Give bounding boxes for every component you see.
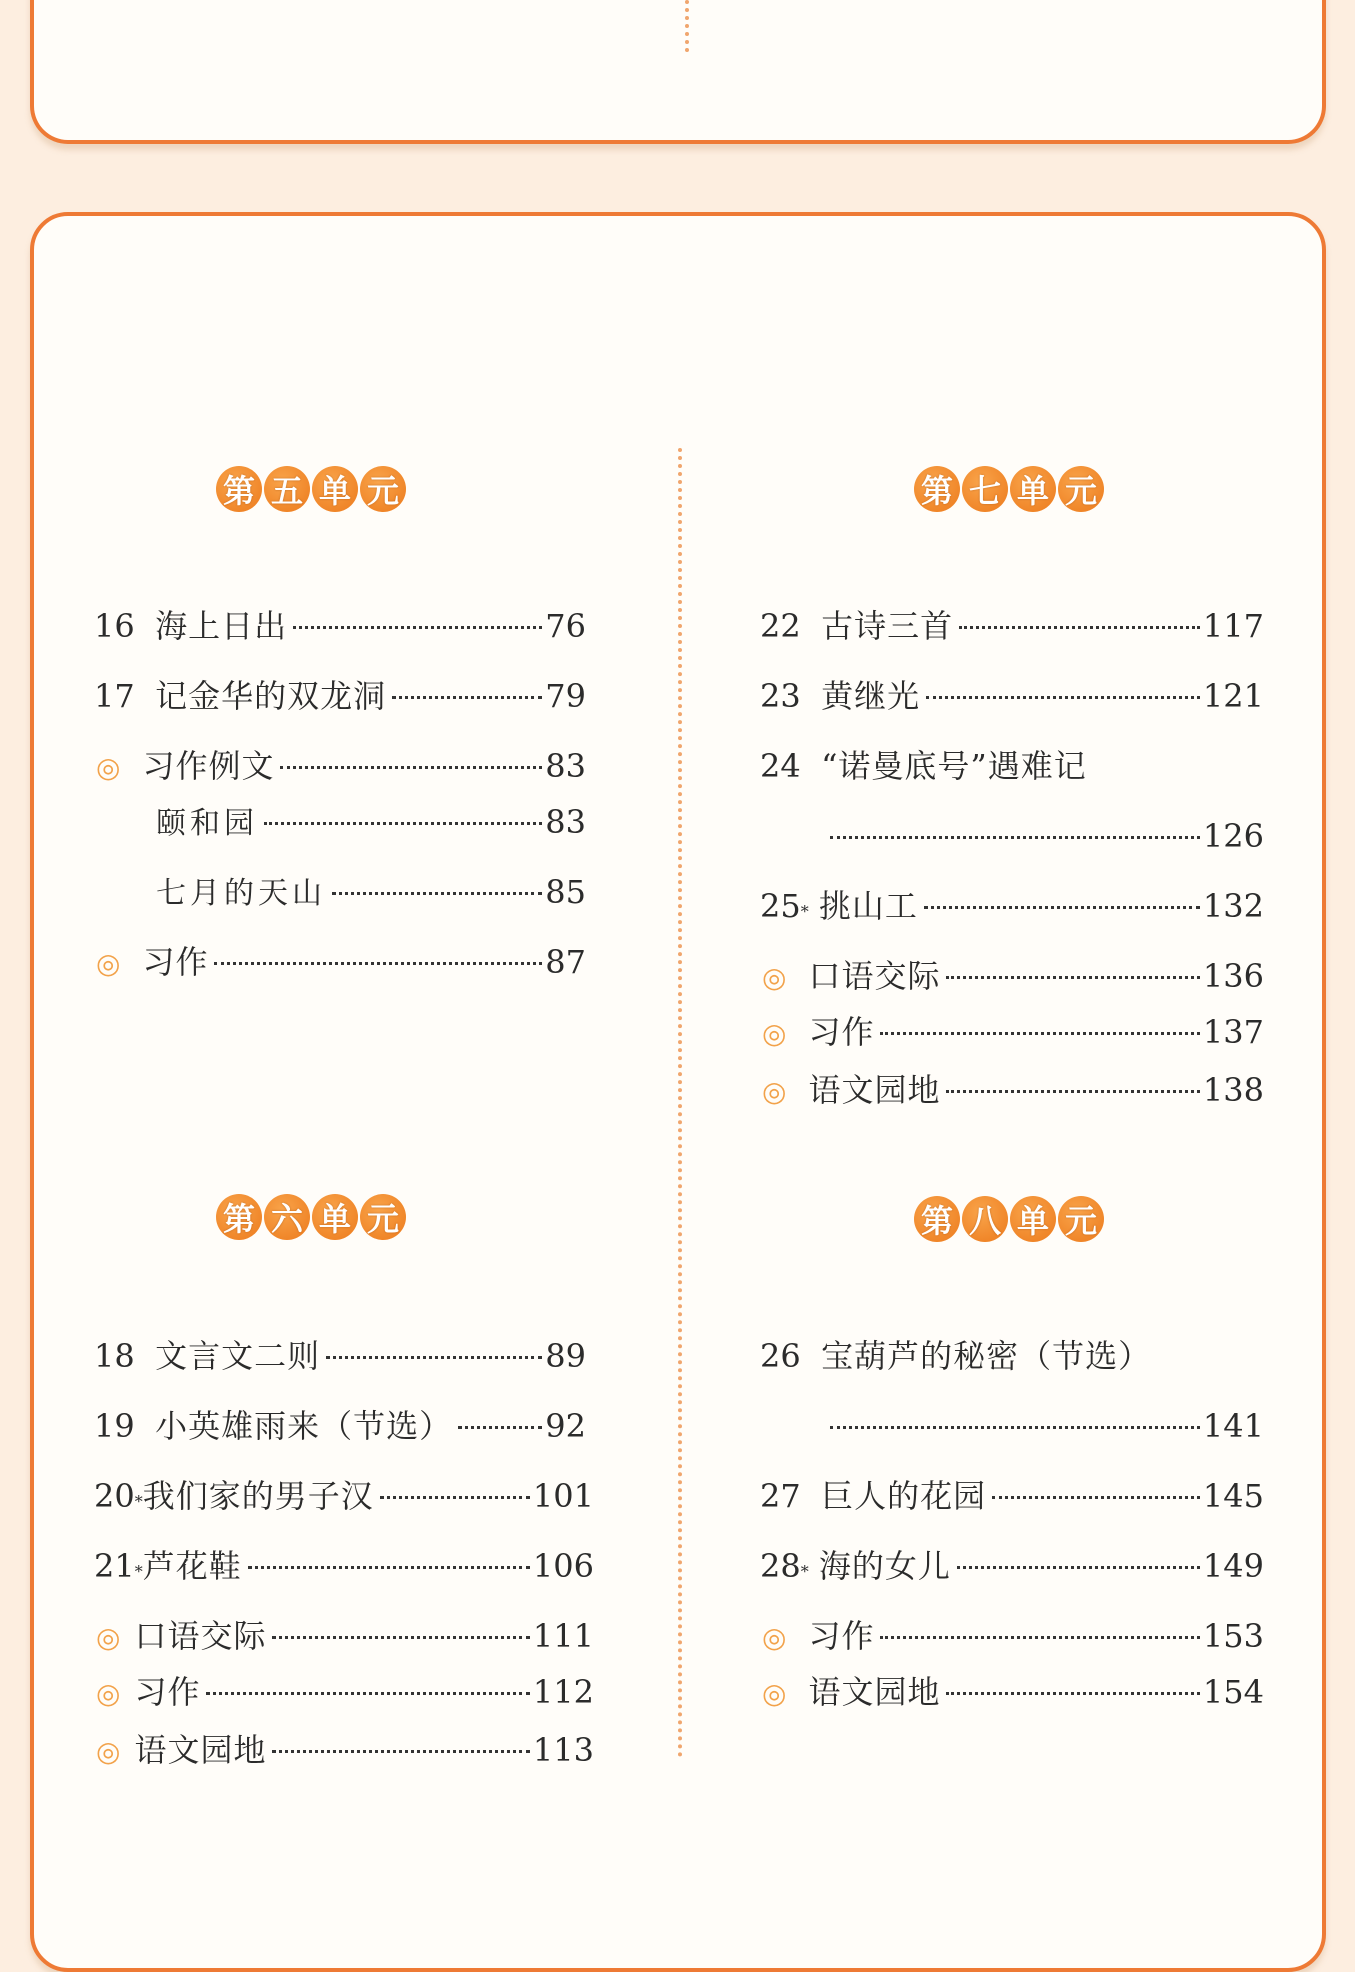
unit-title-char: 元 <box>1058 1196 1104 1242</box>
dot-leader <box>458 1426 542 1429</box>
toc-entry-writing-5[interactable]: ◎ 习作 87 <box>96 942 586 982</box>
unit-title-char: 单 <box>312 1194 358 1240</box>
toc-subentry-tianshan[interactable]: 七月的天山 85 <box>156 873 586 911</box>
dot-leader <box>924 906 1200 909</box>
toc-entry-writing-8[interactable]: ◎ 习作 153 <box>762 1616 1264 1656</box>
unit-title-char: 第 <box>216 466 262 512</box>
unit-title-char: 七 <box>962 466 1008 512</box>
toc-entry-garden-6[interactable]: ◎ 语文园地 113 <box>96 1730 594 1770</box>
dot-leader <box>280 766 542 769</box>
unit-title-char: 单 <box>1010 1196 1056 1242</box>
toc-entry-writing-example[interactable]: ◎ 习作例文 83 <box>96 746 586 786</box>
unit-title-char: 五 <box>264 466 310 512</box>
double-circle-icon: ◎ <box>762 1621 787 1654</box>
unit-title-char: 单 <box>312 466 358 512</box>
toc-entry-oral-6[interactable]: ◎ 口语交际 111 <box>96 1616 594 1656</box>
toc-entry-16[interactable]: 16 海上日出 76 <box>94 607 586 645</box>
double-circle-icon: ◎ <box>96 1677 121 1710</box>
dot-leader <box>326 1356 542 1359</box>
toc-entry-writing-6[interactable]: ◎ 习作 112 <box>96 1672 594 1712</box>
toc-entry-26[interactable]: 26 宝葫芦的秘密（节选） <box>760 1337 1152 1375</box>
dot-leader <box>272 1636 529 1639</box>
toc-entry-18[interactable]: 18 文言文二则 89 <box>94 1337 586 1375</box>
double-circle-icon: ◎ <box>96 1621 121 1654</box>
toc-entry-21[interactable]: 21 * 芦花鞋 106 <box>94 1547 594 1585</box>
dot-leader <box>880 1636 1199 1639</box>
double-circle-icon: ◎ <box>762 1017 787 1050</box>
dot-leader <box>293 626 542 629</box>
dot-leader <box>946 976 1199 979</box>
dot-leader <box>264 822 542 825</box>
unit-title-char: 第 <box>914 466 960 512</box>
unit-title-char: 第 <box>216 1194 262 1240</box>
toc-entry-23[interactable]: 23 黄继光 121 <box>760 677 1264 715</box>
unit-title-char: 元 <box>1058 466 1104 512</box>
dot-leader <box>946 1692 1199 1695</box>
dot-leader <box>392 696 542 699</box>
dot-leader <box>272 1750 529 1753</box>
dot-leader <box>830 1426 1200 1429</box>
unit-8-header <box>914 1196 1104 1242</box>
toc-entry-garden-7[interactable]: ◎ 语文园地 138 <box>762 1070 1264 1110</box>
dot-leader <box>992 1496 1200 1499</box>
toc-entry-17[interactable]: 17 记金华的双龙洞 79 <box>94 677 586 715</box>
unit-title-char: 六 <box>264 1194 310 1240</box>
unit-title-char: 元 <box>360 1194 406 1240</box>
dot-leader <box>248 1566 530 1569</box>
unit-title-char: 第 <box>914 1196 960 1242</box>
toc-entry-19[interactable]: 19 小英雄雨来（节选） 92 <box>94 1407 586 1445</box>
toc-entry-24[interactable]: 24 “诺曼底号”遇难记 <box>760 747 1087 785</box>
dot-leader <box>880 1032 1199 1035</box>
dot-leader <box>332 892 542 895</box>
toc-entry-26-page[interactable]: 141 <box>830 1406 1264 1446</box>
unit-7-header <box>914 466 1104 512</box>
toc-entry-garden-8[interactable]: ◎ 语文园地 154 <box>762 1672 1264 1712</box>
unit-title-char: 单 <box>1010 466 1056 512</box>
optional-lesson-star: * <box>800 902 809 921</box>
column-divider <box>678 448 682 1758</box>
double-circle-icon: ◎ <box>96 751 121 784</box>
double-circle-icon: ◎ <box>762 1075 787 1108</box>
double-circle-icon: ◎ <box>762 961 787 994</box>
toc-entry-20[interactable]: 20 * 我们家的男子汉 101 <box>94 1477 594 1515</box>
dot-leader <box>959 626 1200 629</box>
optional-lesson-star: * <box>134 1562 143 1581</box>
unit-title-char: 元 <box>360 466 406 512</box>
dot-leader <box>206 1692 529 1695</box>
dot-leader <box>214 962 542 965</box>
dot-leader <box>957 1566 1200 1569</box>
unit-6-header <box>216 1194 406 1240</box>
previous-section-card <box>30 0 1326 144</box>
dot-leader <box>380 1496 530 1499</box>
double-circle-icon: ◎ <box>96 947 121 980</box>
toc-entry-22[interactable]: 22 古诗三首 117 <box>760 607 1264 645</box>
dot-leader <box>830 836 1200 839</box>
unit-5-header <box>216 466 406 512</box>
toc-entry-27[interactable]: 27 巨人的花园 145 <box>760 1477 1264 1515</box>
toc-entry-24-page[interactable]: 126 <box>830 816 1264 856</box>
dot-leader <box>926 696 1200 699</box>
unit-title-char: 八 <box>962 1196 1008 1242</box>
optional-lesson-star: * <box>134 1492 143 1511</box>
double-circle-icon: ◎ <box>762 1677 787 1710</box>
optional-lesson-star: * <box>800 1562 809 1581</box>
toc-entry-oral-7[interactable]: ◎ 口语交际 136 <box>762 956 1264 996</box>
dot-leader <box>946 1090 1199 1093</box>
toc-subentry-yiheyuan[interactable]: 颐和园 83 <box>156 803 586 841</box>
column-divider-top <box>685 0 689 52</box>
toc-entry-28[interactable]: 28 * 海的女儿 149 <box>760 1547 1264 1585</box>
toc-entry-writing-7[interactable]: ◎ 习作 137 <box>762 1012 1264 1052</box>
toc-entry-25[interactable]: 25 * 挑山工 132 <box>760 887 1264 925</box>
double-circle-icon: ◎ <box>96 1735 121 1768</box>
